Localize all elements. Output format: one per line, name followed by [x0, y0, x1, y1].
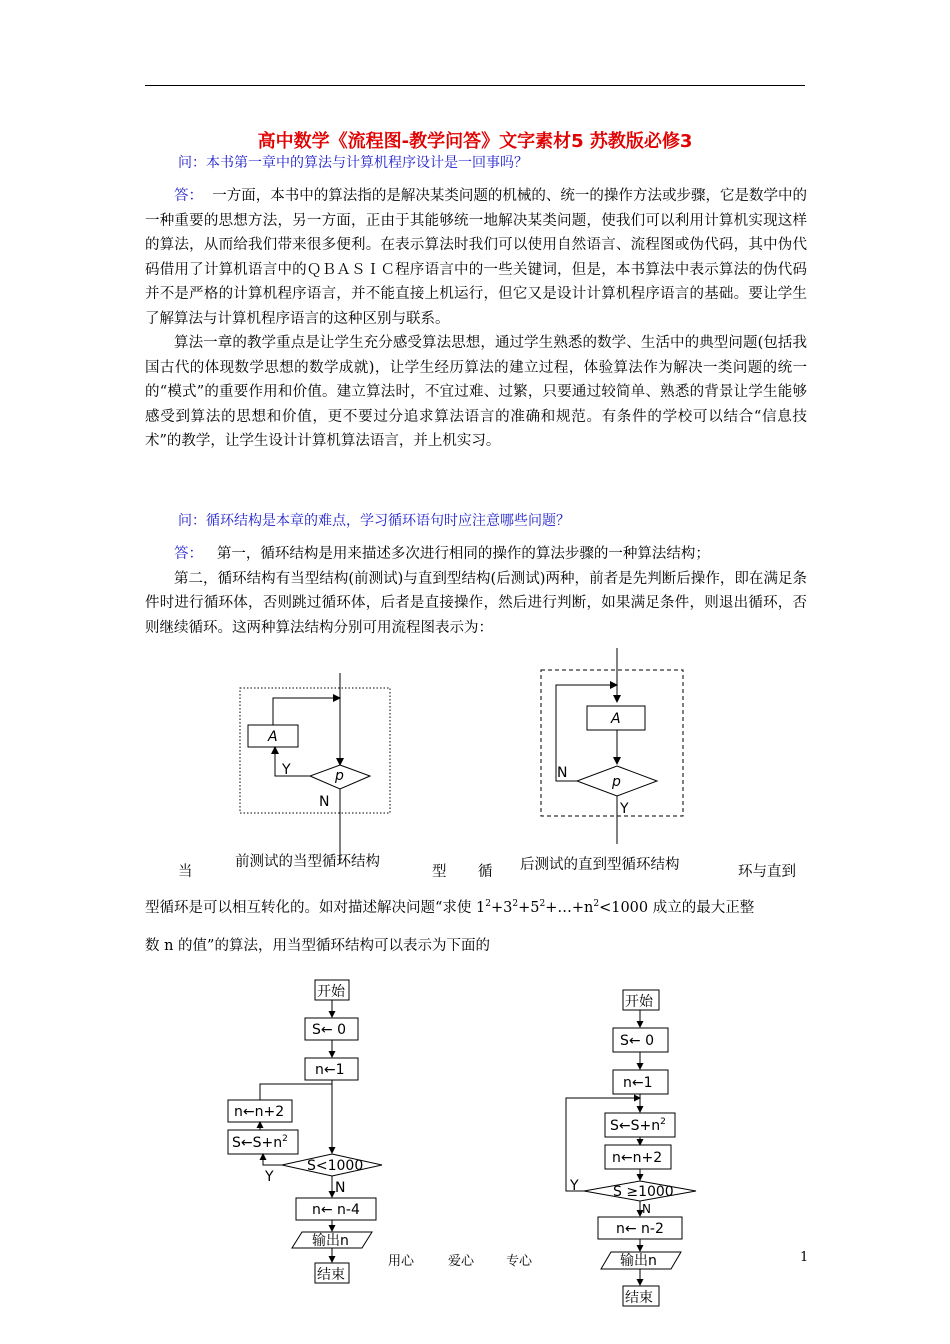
- superscript: 2: [593, 899, 600, 910]
- start-label: 开始: [317, 984, 345, 1000]
- fc2-box-label: A: [611, 711, 621, 727]
- fc1-cond: p: [335, 768, 344, 784]
- fc1-no: N: [319, 794, 330, 810]
- after-loop-label: n← n-4: [312, 1202, 360, 1218]
- answer-label: 答：: [174, 188, 204, 204]
- superscript: 2: [512, 899, 519, 910]
- start-label: 开始: [625, 994, 653, 1010]
- yes-label: Y: [570, 1178, 579, 1194]
- answer-1-text: 一方面，本书中的算法指的是解决某类问题的机械的、统一的操作方法或步骤，它是数学中的一种重要的思想方法，另一方面，正由于其能够统一地解决某类问题，使我们可以利用计算机实现这样的算法，从而给我们带来很多便利。在表示算法时我们可以使用自然语言、流程图或伪代码，其中伪代码借用了计算机语言中的ＱＢＡＳＩＣ程序语言中的一些关键词，但是，本书算法中表示算法的伪代码并不是严格的计算机程序语言，并不能直接上机运行，但它又是设计计算机程序语言的基础。要让学生了解算法与计算机程序语言的这种区别与联系。: [145, 188, 808, 327]
- n-update-label: n←n+2: [612, 1150, 663, 1166]
- fc2-yes: Y: [620, 801, 629, 817]
- output-label: 输出n: [620, 1253, 657, 1269]
- page-title: 高中数学《流程图-教学问答》文字素材5 苏教版必修3: [257, 131, 693, 152]
- s-init-label: S← 0: [620, 1033, 654, 1049]
- fc2-no: N: [557, 765, 568, 781]
- while-algorithm-flowchart: [220, 975, 400, 1295]
- after-loop-label: n← n-2: [616, 1221, 664, 1237]
- no-label: N: [642, 1202, 651, 1216]
- text-run: +…+n: [545, 900, 594, 916]
- condition-label: S<1000: [307, 1158, 364, 1174]
- fc2-cond: p: [612, 774, 621, 790]
- answer-2: [145, 542, 807, 640]
- fc1-caption: 前测试的当型循环结构: [235, 854, 380, 870]
- yes-label: Y: [265, 1169, 274, 1185]
- question-2: 问：循环结构是本章的难点，学习循环语句时应注意哪些问题？: [178, 513, 570, 529]
- paragraph-4-line-1: [145, 896, 754, 917]
- end-label: 结束: [317, 1267, 345, 1283]
- no-label: N: [335, 1180, 346, 1196]
- header-rule: [145, 85, 805, 86]
- paragraph-4-line-2: 数 n 的值”的算法，用当型循环结构可以表示为下面的: [145, 938, 490, 954]
- superscript: 2: [539, 899, 546, 910]
- fc2-caption: 后测试的直到型循环结构: [520, 857, 680, 873]
- answer-1: [145, 184, 807, 454]
- answer-label: 答：: [174, 546, 203, 562]
- s-update-label: $S\leftarrow S+n^2$: [610, 1117, 666, 1134]
- text-fragment: 循: [478, 864, 493, 880]
- text-run: +5: [518, 900, 540, 916]
- footer-text: 专心: [506, 1254, 533, 1269]
- text-fragment: 型: [432, 864, 447, 880]
- n-init-label: n←1: [315, 1062, 345, 1078]
- s-update-label: $S\leftarrow S+n^2$: [232, 1134, 288, 1151]
- question-1: 问：本书第一章中的算法与计算机程序设计是一回事吗？: [178, 155, 528, 171]
- text-run: <1000 成立的最大正整: [599, 900, 755, 916]
- while-loop-flowchart: [230, 668, 400, 868]
- until-loop-flowchart: [535, 648, 695, 848]
- end-label: 结束: [625, 1290, 653, 1306]
- fc1-yes: Y: [282, 762, 291, 778]
- paragraph-2: 算法一章的教学重点是让学生充分感受算法思想，通过学生熟悉的数学、生活中的典型问题(包括我国古代的体现数学思想的数学成就)，让学生经历算法的建立过程，体验算法作为解决一类问题的统一的“模式”的重要作用和价值。建立算法时，不宜过难、过繁，只要通过较简单、熟悉的背景让学生能够感受到算法的思想和价值，更不要过分追求算法语言的准确和规范。有条件的学校可以结合“信息技术”的教学，让学生设计计算机算法语言，并上机实习。: [145, 335, 807, 449]
- footer-text: 用心: [387, 1254, 414, 1269]
- answer-2-text: 第一，循环结构是用来描述多次进行相同的操作的算法步骤的一种算法结构；: [216, 546, 710, 562]
- text-fragment: 当: [178, 864, 193, 880]
- fc1-box-label: A: [268, 729, 278, 745]
- paragraph-3: 第二，循环结构有当型结构(前测试)与直到型结构(后测试)两种，前者是先判断后操作，即在满足条件时进行循环体，否则跳过循环体，后者是直接操作，然后进行判断，如果满足条件，则退出循环，否则继续循环。这两种算法结构分别可用流程图表示为：: [145, 570, 807, 636]
- output-label: 输出n: [312, 1233, 349, 1249]
- text-run: +3: [490, 900, 513, 916]
- condition-label: S ≥1000: [613, 1184, 674, 1200]
- superscript: 2: [485, 899, 491, 910]
- text-fragment: 环与直到: [738, 864, 796, 880]
- s-init-label: S← 0: [312, 1022, 346, 1038]
- page-number: 1: [800, 1250, 809, 1265]
- n-init-label: n←1: [623, 1075, 653, 1091]
- text-run: 型循环是可以相互转化的。如对描述解决问题“求使 1: [145, 900, 486, 916]
- n-update-label: n←n+2: [234, 1104, 285, 1120]
- footer-text: 爱心: [448, 1254, 475, 1269]
- until-algorithm-flowchart: [560, 985, 710, 1315]
